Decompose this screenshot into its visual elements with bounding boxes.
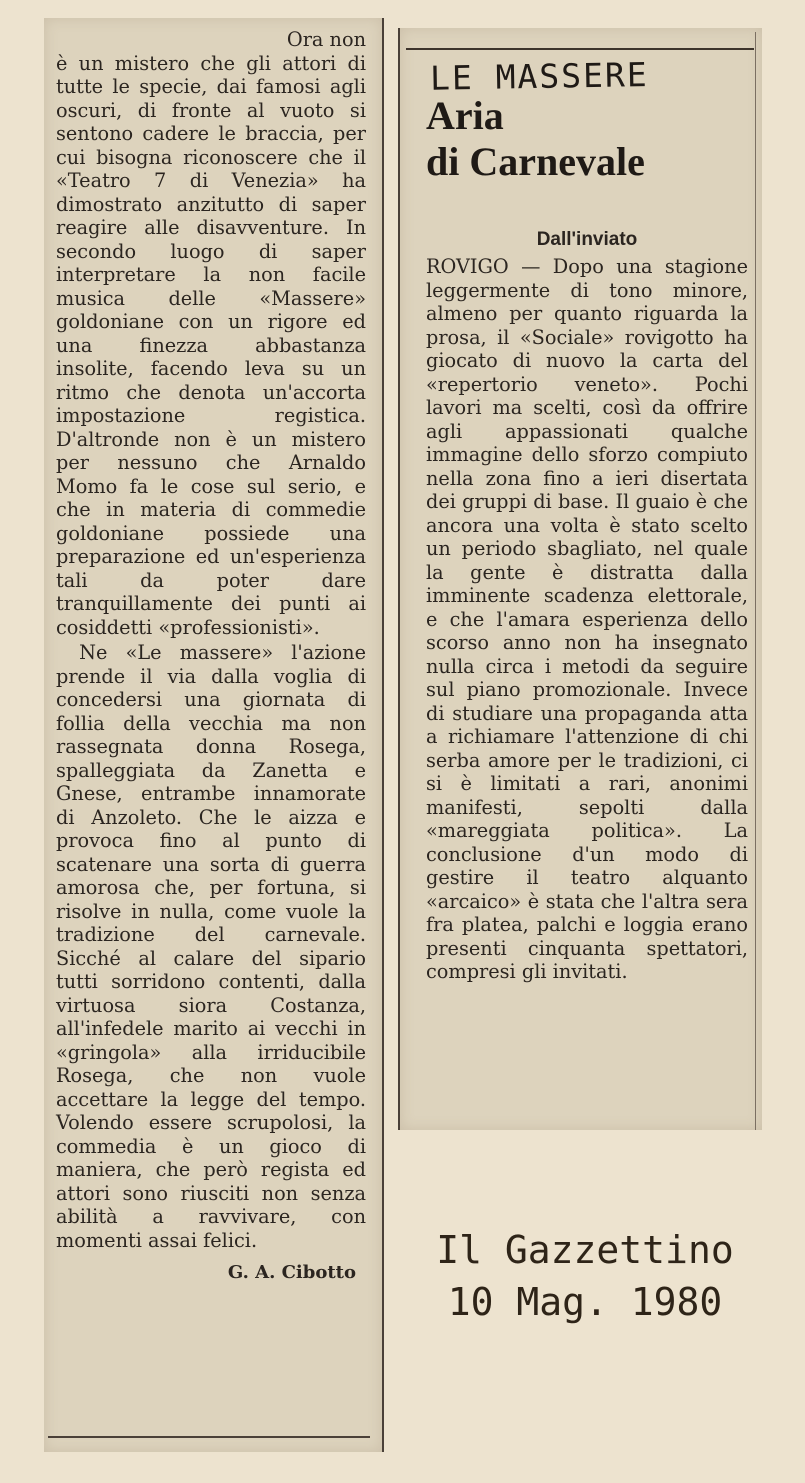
left-article-body xyxy=(56,28,366,1252)
top-divider xyxy=(406,48,754,50)
byline: Dall'inviato xyxy=(536,229,638,250)
left-article-clipping xyxy=(44,18,384,1452)
headline-line-2: di Carnevale xyxy=(426,139,645,184)
publication-date: 10 Mag. 1980 xyxy=(447,1280,723,1324)
column-rule xyxy=(755,32,756,1130)
left-paragraph-1 xyxy=(56,28,366,639)
left-paragraph-2: Ne «Le massere» l'azione prende il via dalla voglia di concedersi una giornata di follia della vecchia ma non rassegnata donna Rosega, spalleggiata da Zanetta e Gnese, entrambe innamorate di Anzoleto. Che le aizza e provoca fino al punto di scatenare una sorta di guerra amorosa che, per fortuna, si risolve in nulla, come vuole la tradizione del carnevale. Sicché al calare del sipario tutti sorridono contenti, dalla virtuosa siora Costanza, all'infedele marito ai vecchi in «gringola» alla irriducibile Rosega, che non vuole accettare la legge del tempo. Volendo essere scrupolosi, la commedia è un gioco di maniera, che però regista ed attori sono riusciti non senza abilità a ravvivare, con momenti assai felici. xyxy=(56,641,366,1252)
left-paragraph-1-text: è un mistero che gli attori di tutte le specie, dai famosi agli oscuri, di fronte al vuoto si sentono cadere le braccia, per cui bisogna riconoscere che il «Teatro 7 di Venezia» ha dimostrato anzitutto di saper reagire alle disavventure. In secondo luogo di saper interpretare la non facile musica delle «Massere» goldoniane con un rigore ed una finezza abbastanza insolite, facendo leva su un ritmo che denota un'accorta impostazione registica. D'altronde non è un mistero per nessuno che Arnaldo Momo fa le cose sul serio, e che in materia di commedie goldoniane possiede una preparazione ed un'esperienza tali da poter dare tranquillamente dei punti ai cosiddetti «professionisti». xyxy=(56,51,366,639)
right-article-body: ROVIGO — Dopo una stagione leggermente di tono minore, almeno per quanto riguarda la prosa, il «Sociale» rovigotto ha giocato di nuovo la carta del «repertorio veneto». Pochi lavori ma scelti, così da offrire agli appassionati qualche immagine dello sforzo compiuto nella zona fino a ieri disertata dei gruppi di base. Il guaio è che ancora una volta è stato scelto un periodo sbagliato, nel quale la gente è distratta dalla imminente scadenza elettorale, e che l'amara esperienza dello scorso anno non ha insegnato nulla circa i metodi da seguire sul piano promozionale. Invece di studiare una propaganda atta a richiamare l'attenzione di chi serba amore per le tradizioni, ci si è limitati a rari, anonimi manifesti, sepolti dalla «mareggiata politica». La conclusione d'un modo di gestire il teatro alquanto «arcaico» è stata che l'altra sera fra platea, palchi e loggia erano presenti cinquanta spettatori, compresi gli invitati. xyxy=(426,255,748,983)
right-article-clipping xyxy=(398,28,762,1130)
headline-line-1: Aria xyxy=(426,93,504,138)
handwritten-note: LE MASSERE xyxy=(429,54,650,98)
article-headline xyxy=(426,93,748,185)
bottom-divider xyxy=(48,1436,370,1438)
newspaper-name: Il Gazzettino xyxy=(436,1228,734,1272)
source-caption xyxy=(385,1224,785,1328)
opening-words: Ora non xyxy=(286,28,366,51)
author-signature: G. A. Cibotto xyxy=(227,1262,356,1283)
